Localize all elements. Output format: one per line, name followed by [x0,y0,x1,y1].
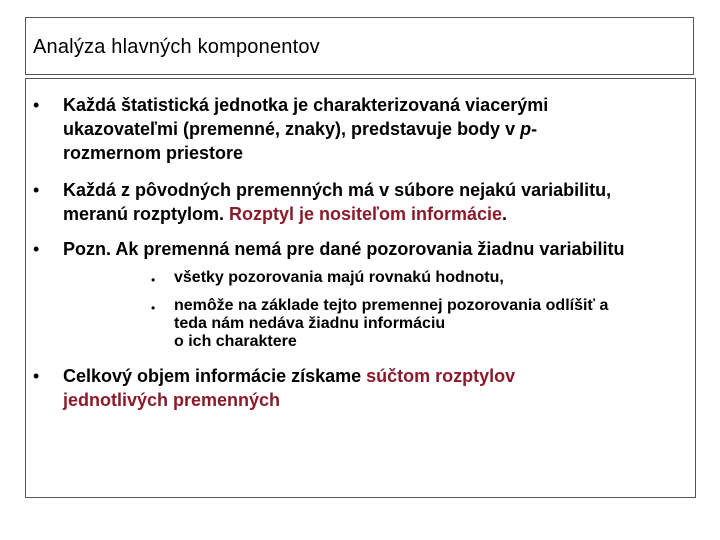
bullet-text [63,93,548,165]
bullet-line: meranú rozptylom. Rozptyl je nositeľom informácie. [63,204,508,224]
bullet-text [63,364,515,412]
highlighted-text: súčtom rozptylov [366,366,516,386]
bullet-dot: • [33,239,40,259]
bullet-line: Každá štatistická jednotka je charakterizovaná viacerými [63,95,549,115]
p-variable: p [520,119,532,139]
bullet-text [63,178,693,226]
bullet-dot: • [33,366,40,386]
bullet-line: ukazovateľmi (premenné, znaky), predstavuje body v p- [63,119,538,139]
bullet-line: rozmernom priestore [63,143,244,163]
sub-item-text: všetky pozorovania majú rovnakú hodnotu, [174,269,504,286]
bullet-dot: • [33,95,40,115]
bullet-line: Každá z pôvodných premenných má v súbore nejakú variabilitu, [63,180,612,200]
highlighted-text: Rozptyl je nositeľom informácie [229,204,503,224]
sub-item-line: nemôže na základe tejto premennej pozorovania odlíšiť a [174,297,609,314]
sub-item-text [174,297,694,351]
title-box [25,17,694,75]
bullet-line: Celkový objem informácie získame súčtom rozptylov [63,366,516,386]
slide-title: Analýza hlavných komponentov [33,36,320,58]
sub-item-line: o ich charaktere [174,333,297,350]
bullet-text: Pozn. Ak premenná nemá pre dané pozorovania žiadnu variabilitu [63,239,625,259]
sub-bullet-dot: • [151,301,156,315]
highlighted-text: jednotlivých premenných [63,390,281,410]
bullet-dot: • [33,180,40,200]
sub-bullet-dot: • [151,273,156,287]
sub-item-line: teda nám nedáva žiadnu informáciu [174,315,446,332]
